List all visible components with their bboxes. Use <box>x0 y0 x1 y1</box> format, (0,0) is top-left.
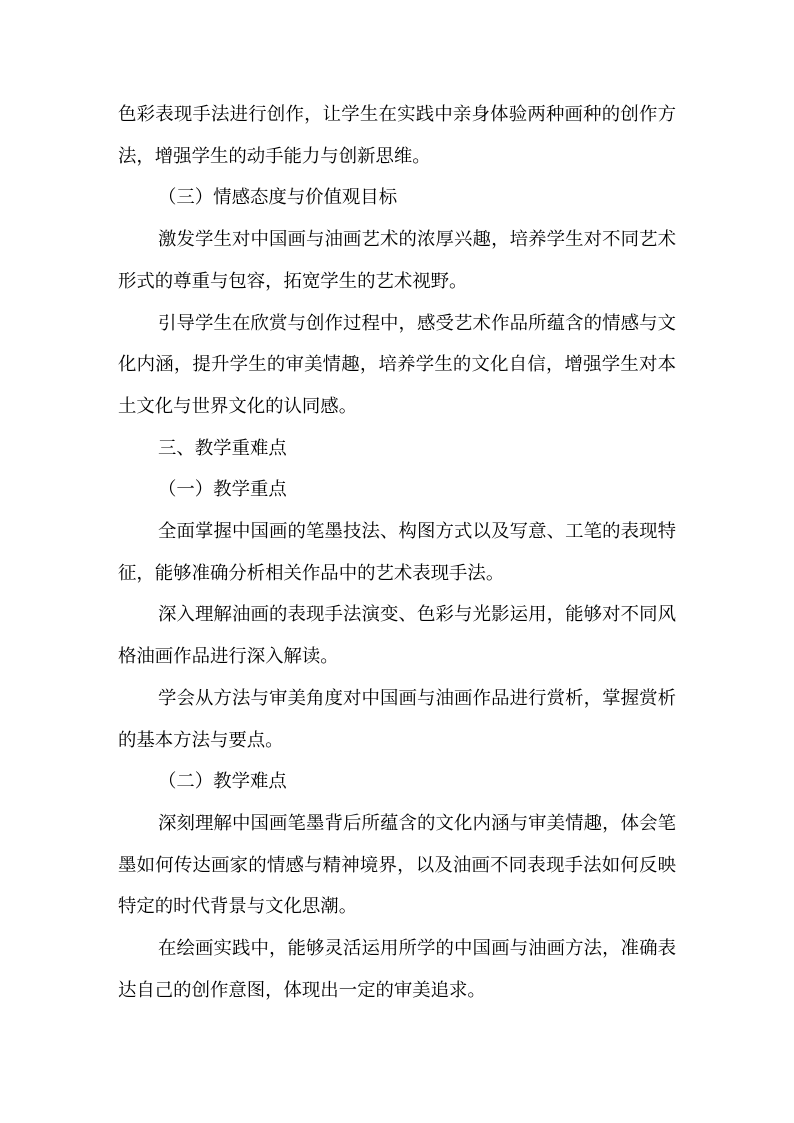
paragraph-line: 土文化与世界文化的认同感。 <box>118 395 358 417</box>
subsection-heading-text: （一）教学重点 <box>158 479 287 501</box>
section-heading-text: （三）情感态度与价值观目标 <box>158 187 398 209</box>
paragraph <box>118 678 676 761</box>
paragraph <box>118 511 676 594</box>
paragraph <box>118 303 676 428</box>
paragraph-line: 激发学生对中国画与油画艺术的浓厚兴趣，培养学生对不同艺术 <box>158 229 676 251</box>
paragraph <box>118 928 676 1011</box>
paragraph-line: 墨如何传达画家的情感与精神境界，以及油画不同表现手法如何反映 <box>118 854 676 876</box>
paragraph-line: 化内涵，提升学生的审美情趣，培养学生的文化自信，增强学生对本 <box>118 354 676 376</box>
subsection-heading <box>118 469 676 511</box>
paragraph-line: 引导学生在欣赏与创作过程中，感受艺术作品所蕴含的情感与文 <box>158 312 676 334</box>
section-heading-text: 三、教学重难点 <box>158 437 287 459</box>
paragraph-line: 达自己的创作意图，体现出一定的审美追求。 <box>118 979 486 1001</box>
paragraph-line: 征，能够准确分析相关作品中的艺术表现手法。 <box>118 562 505 584</box>
paragraph <box>118 94 676 177</box>
paragraph-line: 的基本方法与要点。 <box>118 729 284 751</box>
subsection-heading-text: （二）教学难点 <box>158 771 287 793</box>
paragraph <box>118 219 676 302</box>
paragraph-line: 特定的时代背景与文化思潮。 <box>118 896 358 918</box>
paragraph <box>118 803 676 928</box>
paragraph-line: 学会从方法与审美角度对中国画与油画作品进行赏析，掌握赏析 <box>158 687 676 709</box>
paragraph-line: 形式的尊重与包容，拓宽学生的艺术视野。 <box>118 270 468 292</box>
paragraph-line: 格油画作品进行深入解读。 <box>118 646 339 668</box>
subsection-heading <box>118 761 676 803</box>
paragraph-line: 深入理解油画的表现手法演变、色彩与光影运用，能够对不同风 <box>158 604 676 626</box>
paragraph-line: 法，增强学生的动手能力与创新思维。 <box>118 145 431 167</box>
paragraph-line: 色彩表现手法进行创作，让学生在实践中亲身体验两种画种的创作方 <box>118 104 676 125</box>
section-heading <box>118 428 676 470</box>
paragraph-line: 全面掌握中国画的笔墨技法、构图方式以及写意、工笔的表现特 <box>158 521 676 543</box>
paragraph-line: 在绘画实践中，能够灵活运用所学的中国画与油画方法，准确表 <box>158 938 676 960</box>
paragraph <box>118 594 676 677</box>
section-heading <box>118 177 676 219</box>
paragraph-line: 深刻理解中国画笔墨背后所蕴含的文化内涵与审美情趣，体会笔 <box>158 812 676 834</box>
document-body <box>118 94 676 1011</box>
